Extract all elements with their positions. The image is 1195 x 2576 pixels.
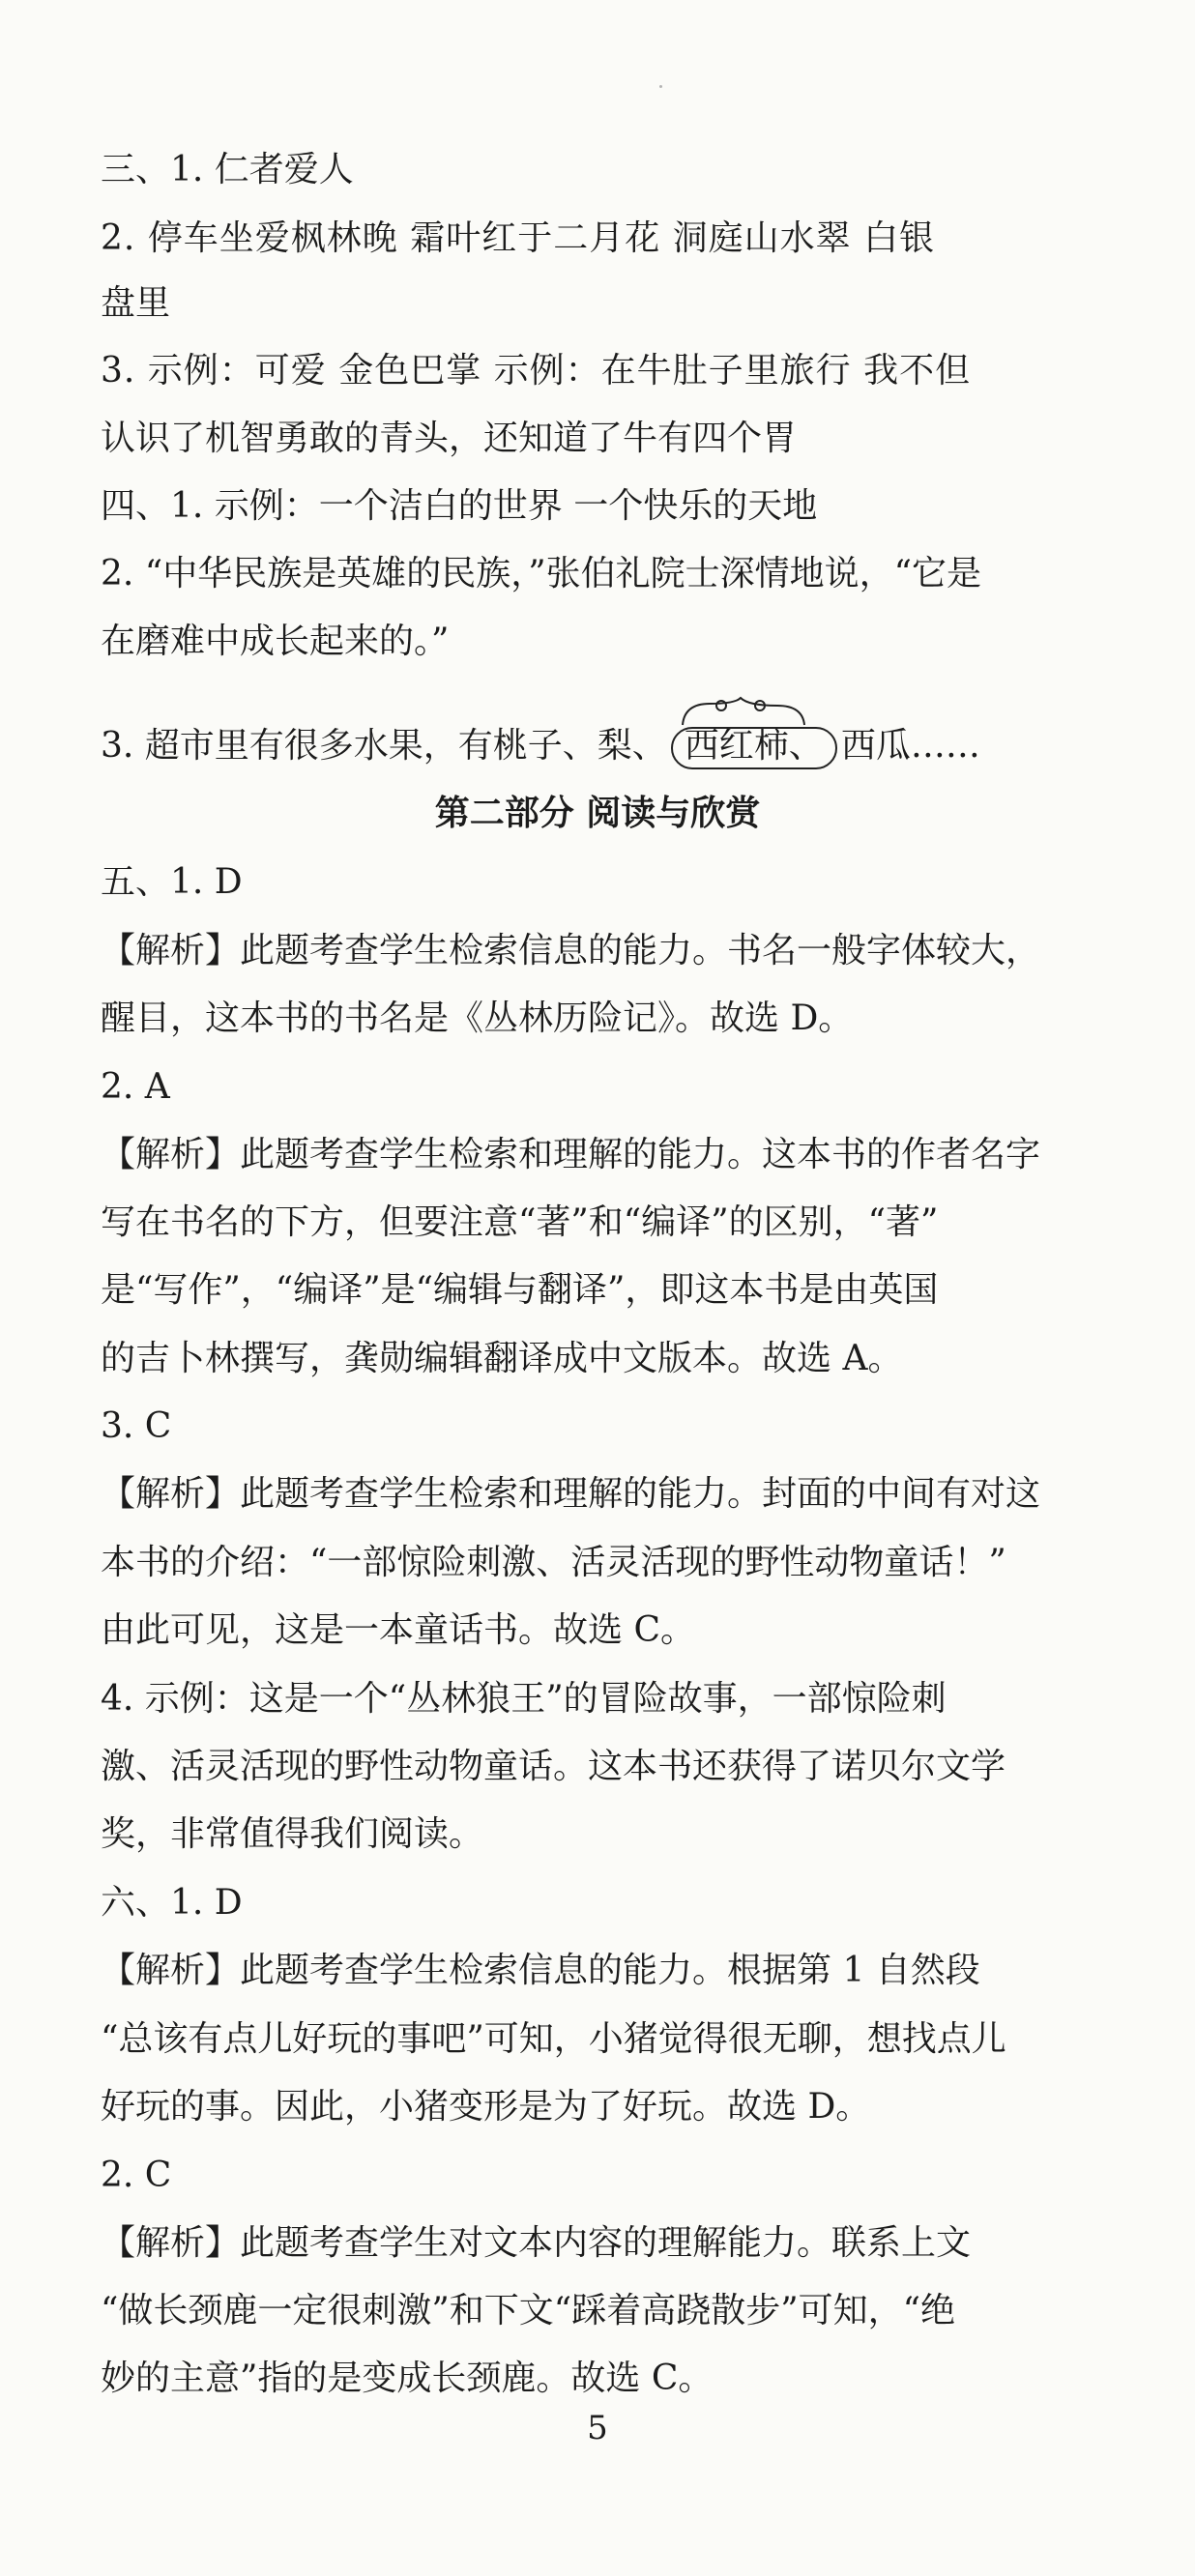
analysis-line: “总该有点儿好玩的事吧”可知，小猪觉得很无聊，想找点儿 [101,2019,1006,2059]
answer-line: 三、1. 仁者爱人 [101,150,354,189]
line-text-after-mark: 西瓜…… [840,726,980,766]
marked-text: 西红柿、 [684,726,824,766]
analysis-line: 【解析】此题考查学生检索和理解的能力。这本书的作者名字 [101,1135,1041,1174]
page-number: 5 [587,2409,608,2447]
answer-line: 3. C [101,1406,172,1446]
insertion-mark-icon [671,696,816,729]
answer-line: 六、1. D [101,1883,243,1923]
answer-line: 2. C [101,2156,172,2195]
section-title: 第二部分 阅读与欣赏 [434,794,761,833]
circle-mark [671,727,837,769]
correction-mark [671,723,837,769]
answer-line: 3. 示例：可爱 金色巴掌 示例：在牛肚子里旅行 我不但 [101,351,972,391]
answer-line: 盘里 [101,283,171,323]
analysis-line: 妙的主意”指的是变成长颈鹿。故选 C。 [101,2359,714,2398]
answer-line: 4. 示例：这是一个“丛林狼王”的冒险故事，一部惊险刺 [101,1679,947,1719]
punctuation-correction-line [101,723,980,769]
analysis-line: 【解析】此题考查学生检索和理解的能力。封面的中间有对这 [101,1474,1041,1514]
analysis-line: 【解析】此题考查学生检索信息的能力。根据第 1 自然段 [101,1951,980,1990]
answer-line: 五、1. D [101,862,243,902]
answer-line: 激、活灵活现的野性动物童话。这本书还获得了诺贝尔文学 [101,1747,1006,1786]
answer-line: 2. “中华民族是英雄的民族，”张伯礼院士深情地说，“它是 [101,554,982,593]
answer-line: 2. 停车坐爱枫林晚 霜叶红于二月花 洞庭山水翠 白银 [101,218,936,258]
answer-line: 奖，非常值得我们阅读。 [101,1814,484,1854]
analysis-line: 的吉卜林撰写，龚勋编辑翻译成中文版本。故选 A。 [101,1339,903,1378]
line-text-before-mark: 3. 超市里有很多水果，有桃子、梨、 [101,726,667,766]
answer-line: 2. A [101,1067,170,1107]
analysis-line: 【解析】此题考查学生对文本内容的理解能力。联系上文 [101,2223,972,2263]
answer-line: 在磨难中成长起来的。” [101,622,450,661]
analysis-line: 是“写作”，“编译”是“编辑与翻译”，即这本书是由英国 [101,1270,939,1310]
analysis-line: 由此可见，这是一本童话书。故选 C。 [101,1610,695,1650]
answer-line: 认识了机智勇敢的青头，还知道了牛有四个胃 [101,419,798,458]
analysis-line: 写在书名的下方，但要注意“著”和“编译”的区别，“著” [101,1202,939,1242]
analysis-line: 醒目，这本书的书名是《丛林历险记》。故选 D。 [101,999,854,1038]
scan-dot [659,85,662,88]
analysis-line: 好玩的事。因此，小猪变形是为了好玩。故选 D。 [101,2087,871,2127]
analysis-line: 本书的介绍：“一部惊险刺激、活灵活现的野性动物童话！” [101,1543,1006,1582]
analysis-line: “做长颈鹿一定很刺激”和下文“踩着高跷散步”可知，“绝 [101,2291,956,2330]
answer-line: 四、1. 示例：一个洁白的世界 一个快乐的天地 [101,486,818,526]
analysis-line: 【解析】此题考查学生检索信息的能力。书名一般字体较大， [101,931,1041,970]
